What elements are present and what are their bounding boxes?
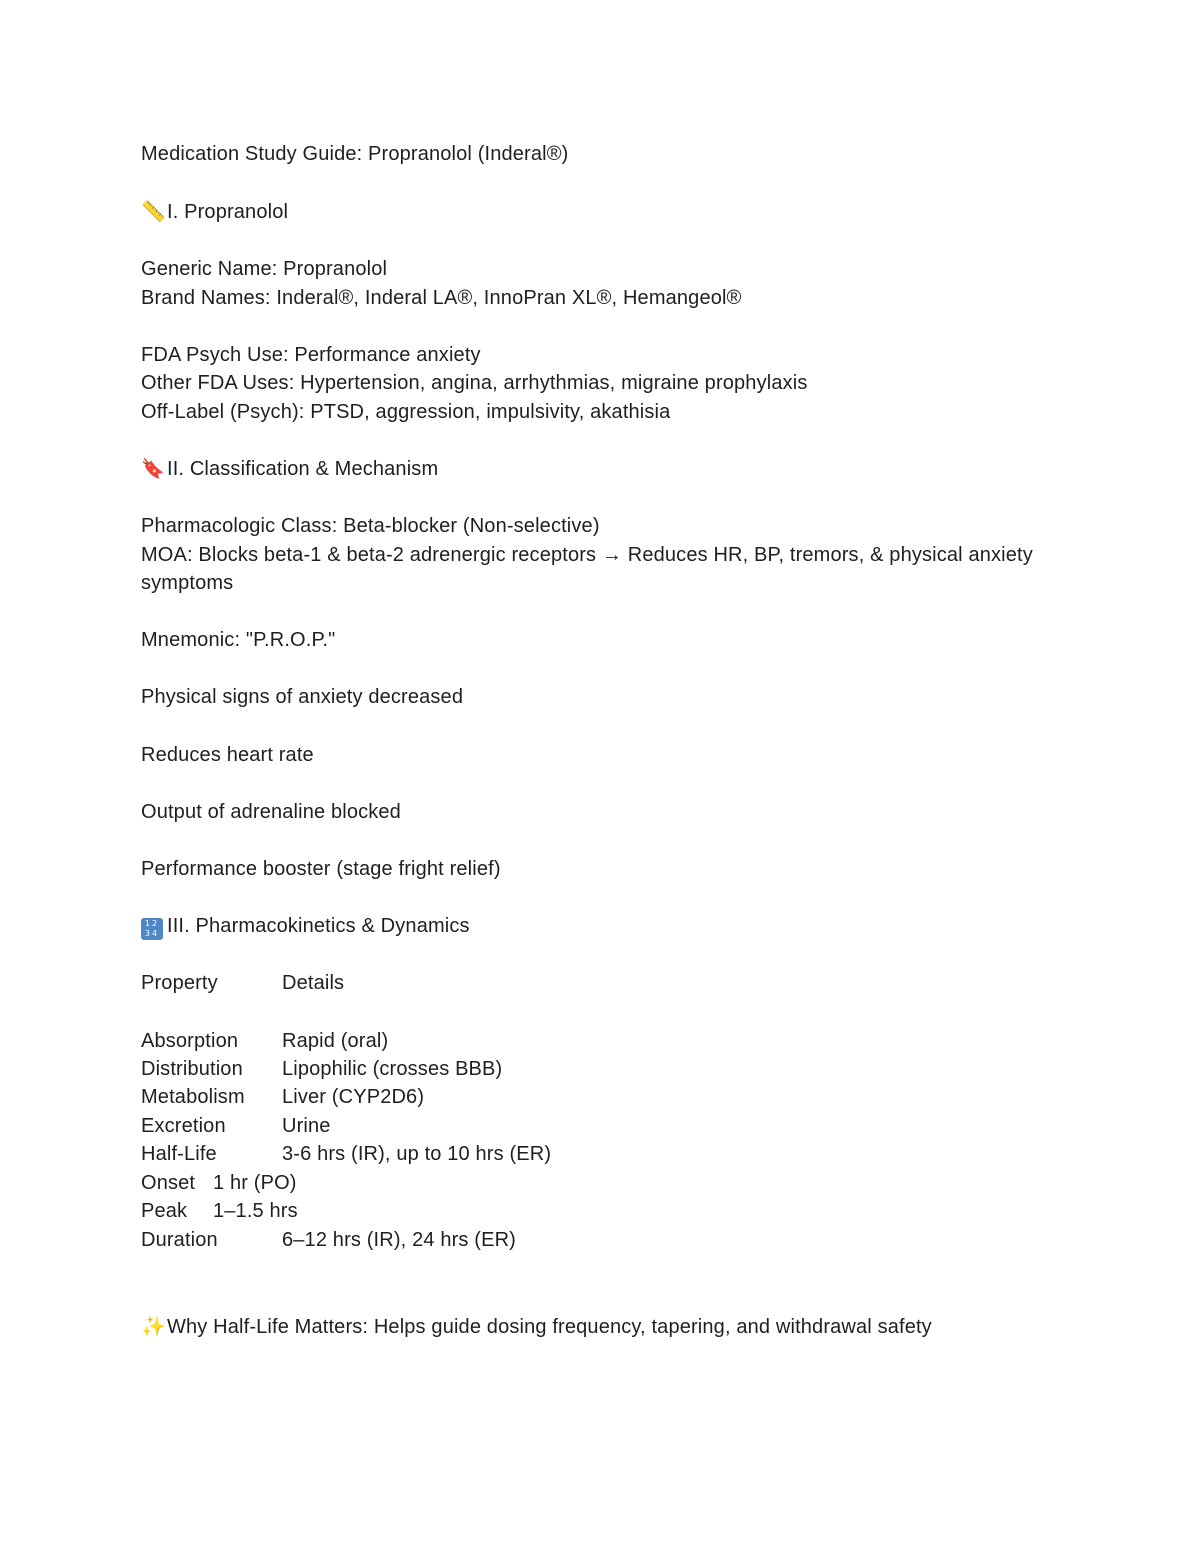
section-heading-pharmacokinetics — [141, 912, 1061, 940]
table-row — [141, 1140, 1061, 1168]
table-row — [141, 1083, 1061, 1111]
row-property: Metabolism — [141, 1086, 245, 1109]
mechanism-of-action: MOA: Blocks beta-1 & beta-2 adrenergic receptors → Reduces HR, BP, tremors, & physical anxiety symptoms — [141, 543, 1033, 595]
document-title: Medication Study Guide: Propranolol (Inderal®) — [141, 143, 569, 165]
section-heading-text: II. Classification & Mechanism — [167, 458, 439, 481]
row-property: Distribution — [141, 1058, 243, 1081]
row-property: Absorption — [141, 1029, 239, 1052]
mnemonic-item: Performance booster (stage fright relief) — [141, 858, 501, 881]
row-property: Peak — [141, 1200, 188, 1223]
fda-psych-use: FDA Psych Use: Performance anxiety — [141, 344, 481, 367]
table-row — [141, 1055, 1061, 1083]
table-header-details: Details — [282, 972, 345, 995]
mnemonic-item: Reduces heart rate — [141, 743, 314, 766]
table-row — [141, 1027, 1061, 1055]
other-fda-uses: Other FDA Uses: Hypertension, angina, arrhythmias, migraine prophylaxis — [141, 372, 808, 395]
brand-names: Brand Names: Inderal®, Inderal LA®, InnoPran XL®, Hemangeol® — [141, 286, 742, 309]
row-details: 6–12 hrs (IR), 24 hrs (ER) — [282, 1228, 516, 1251]
off-label-uses: Off-Label (Psych): PTSD, aggression, impulsivity, akathisia — [141, 400, 671, 423]
straight-ruler-icon: 📏 — [141, 199, 167, 224]
row-details: Liver (CYP2D6) — [282, 1086, 425, 1109]
row-property: Half-Life — [141, 1143, 217, 1166]
document-page — [141, 140, 1061, 1341]
row-details: Urine — [282, 1114, 331, 1137]
row-details: 1 hr (PO) — [213, 1171, 297, 1194]
section-heading-classification — [141, 455, 1061, 483]
row-details: Rapid (oral) — [282, 1029, 389, 1052]
section-heading-text: I. Propranolol — [167, 201, 289, 224]
table-row — [141, 1197, 1061, 1225]
row-property: Duration — [141, 1228, 218, 1251]
table-row — [141, 1112, 1061, 1140]
row-property: Excretion — [141, 1114, 226, 1137]
section-heading-text: III. Pharmacokinetics & Dynamics — [167, 915, 470, 938]
row-property: Onset — [141, 1171, 196, 1194]
bookmark-icon: 🔖 — [141, 458, 165, 481]
sparkles-icon: ✨ — [141, 1313, 167, 1338]
mnemonic-item: Physical signs of anxiety decreased — [141, 686, 464, 709]
row-details: Lipophilic (crosses BBB) — [282, 1058, 503, 1081]
half-life-note-text: Why Half-Life Matters: Helps guide dosing frequency, tapering, and withdrawal safety — [167, 1315, 932, 1338]
mnemonic: Mnemonic: "P.R.O.P." — [141, 629, 336, 652]
row-details: 3-6 hrs (IR), up to 10 hrs (ER) — [282, 1143, 552, 1166]
table-row — [141, 1169, 1061, 1197]
input-numbers-icon: 12 34 — [141, 918, 163, 940]
half-life-note — [141, 1312, 1061, 1341]
pharmacologic-class: Pharmacologic Class: Beta-blocker (Non-selective) — [141, 515, 600, 538]
table-header-row — [141, 969, 1061, 997]
table-header-property: Property — [141, 972, 218, 995]
generic-name: Generic Name: Propranolol — [141, 258, 388, 281]
row-details: 1–1.5 hrs — [213, 1200, 298, 1223]
mnemonic-item: Output of adrenaline blocked — [141, 800, 401, 823]
section-heading-propranolol — [141, 197, 1061, 226]
table-row — [141, 1226, 1061, 1254]
